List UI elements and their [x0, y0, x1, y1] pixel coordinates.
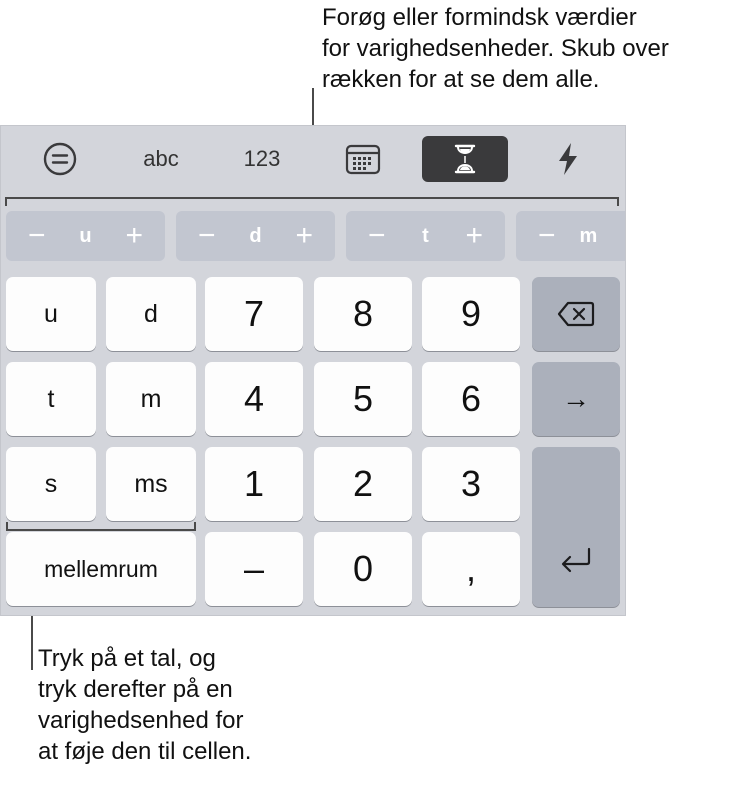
space-button[interactable]: mellemrum — [6, 532, 196, 606]
digit-key-9[interactable]: 9 — [422, 277, 520, 351]
increment-hours-button[interactable]: + — [465, 219, 483, 252]
callout-line: for varighedsenheder. Skub over — [322, 35, 669, 62]
unit-key-seconds[interactable]: s — [6, 447, 96, 521]
unit-key-days[interactable]: d — [106, 277, 196, 351]
callout-line: tryk derefter på en — [38, 676, 233, 703]
stepper-label: d — [249, 224, 262, 247]
delete-backward-icon — [557, 301, 595, 327]
decrement-minutes-button[interactable]: − — [538, 219, 556, 252]
callout-line: Forøg eller formindsk værdier — [322, 4, 637, 31]
stepper-label: m — [579, 224, 598, 247]
duration-row-bracket-left — [5, 197, 7, 206]
date-keyboard-button[interactable] — [337, 136, 389, 182]
number-keyboard-button[interactable]: 123 — [243, 146, 281, 171]
abc-keyboard-button[interactable]: abc — [143, 146, 179, 171]
stepper-label: u — [79, 224, 92, 247]
digit-key-2[interactable]: 2 — [314, 447, 412, 521]
unit-key-milliseconds[interactable]: ms — [106, 447, 196, 521]
duration-row-bracket-right — [617, 197, 619, 206]
callout-line: Tryk på et tal, og — [38, 645, 216, 672]
lightning-icon — [557, 142, 579, 176]
unit-keys-bracket — [6, 529, 196, 531]
stepper-minutes — [516, 211, 626, 261]
digit-key-4[interactable]: 4 — [205, 362, 303, 436]
digit-key-0[interactable]: 0 — [314, 532, 412, 606]
unit-key-minutes[interactable]: m — [106, 362, 196, 436]
formula-button[interactable] — [35, 136, 85, 182]
callout-unit-keys — [38, 643, 251, 767]
callout-duration-row — [322, 2, 669, 95]
decrement-hours-button[interactable]: − — [368, 219, 386, 252]
minus-key[interactable]: – — [205, 532, 303, 606]
unit-key-weeks[interactable]: u — [6, 277, 96, 351]
quick-options-button[interactable] — [546, 136, 590, 182]
digit-key-1[interactable]: 1 — [205, 447, 303, 521]
duration-keyboard — [0, 125, 626, 616]
increment-weeks-button[interactable]: + — [125, 219, 143, 252]
hourglass-icon — [454, 144, 476, 174]
digit-key-8[interactable]: 8 — [314, 277, 412, 351]
duration-row-bracket — [5, 197, 619, 199]
stepper-hours — [346, 211, 505, 261]
stepper-weeks — [6, 211, 165, 261]
digit-key-5[interactable]: 5 — [314, 362, 412, 436]
digit-key-3[interactable]: 3 — [422, 447, 520, 521]
duration-keyboard-button[interactable] — [422, 136, 508, 182]
callout-line: varighedsenhed for — [38, 707, 244, 734]
unit-keys-bracket-left — [6, 522, 8, 531]
increment-days-button[interactable]: + — [295, 219, 313, 252]
callout-line: at føje den til cellen. — [38, 738, 252, 765]
delete-button[interactable] — [532, 277, 620, 351]
digit-key-6[interactable]: 6 — [422, 362, 520, 436]
unit-key-hours[interactable]: t — [6, 362, 96, 436]
decrement-days-button[interactable]: − — [198, 219, 216, 252]
equals-circle-icon — [43, 142, 77, 176]
return-icon — [559, 547, 593, 573]
unit-keys-bracket-right — [194, 522, 196, 531]
next-cell-button[interactable]: → — [532, 362, 620, 436]
stepper-days — [176, 211, 335, 261]
callout-line: rækken for at se dem alle. — [322, 66, 600, 93]
digit-key-7[interactable]: 7 — [205, 277, 303, 351]
calendar-icon — [345, 143, 381, 175]
comma-key[interactable]: , — [422, 532, 520, 606]
return-button[interactable] — [532, 447, 620, 607]
decrement-weeks-button[interactable]: − — [28, 219, 46, 252]
stepper-label: t — [422, 224, 429, 247]
